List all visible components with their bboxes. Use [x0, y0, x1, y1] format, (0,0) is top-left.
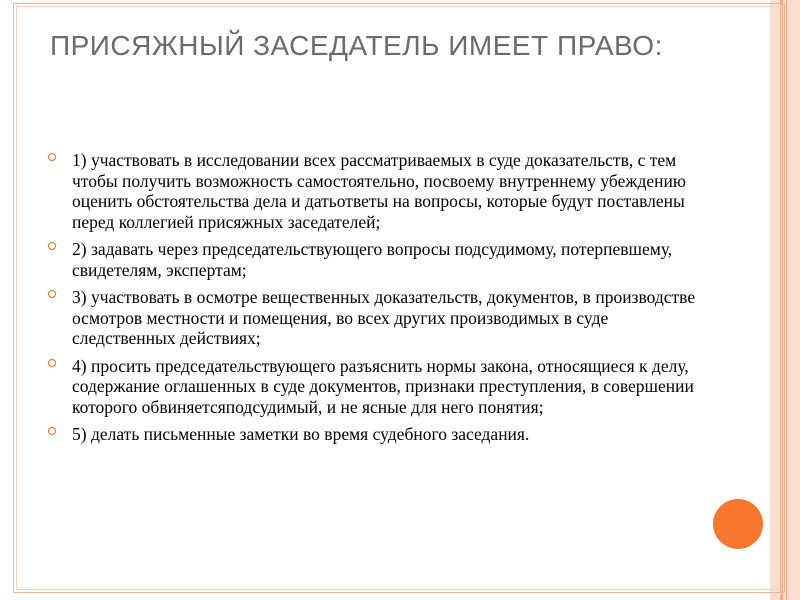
bullet-list: [48, 150, 698, 452]
side-stripe-line-thin: [786, 0, 787, 600]
bullet-item-3: [48, 287, 698, 349]
circle-outline-icon: [48, 290, 56, 298]
bullet-text-2: 2) задавать через председательствующего вопросы подсудимому, потерпевшему, свидетелям, экспертам;: [72, 239, 673, 280]
bullet-text-5: 5) делать письменные заметки во время судебного заседания.: [72, 424, 530, 444]
circle-outline-icon: [48, 153, 56, 161]
filled-circle-icon: [713, 499, 763, 549]
circle-outline-icon: [48, 242, 56, 250]
bullet-item-1: [48, 150, 698, 232]
slide-title: ПРИСЯЖНЫЙ ЗАСЕДАТЕЛЬ ИМЕЕТ ПРАВО:: [50, 30, 663, 61]
bullet-text-1: 1) участвовать в исследовании всех рассматриваемых в суде доказательств, с тем чтобы получить возможность самостоятельно, посвоему внутреннему убеждению оценить обстоятельства дела и датьответы на вопросы, которые будут поставлены перед коллегией присяжных заседателей;: [72, 150, 686, 232]
bullet-text-3: 3) участвовать в осмотре вещественных доказательств, документов, в производстве осмотров местности и помещения, во всех других производимых в суде следственных действиях;: [72, 287, 696, 348]
bullet-item-4: [48, 356, 698, 418]
bullet-item-2: [48, 239, 698, 280]
circle-outline-icon: [48, 427, 56, 435]
bullet-text-4: 4) просить председательствующего разъяснить нормы закона, относящиеся к делу, содержание оглашенных в суде документов, признаки преступления, в совершении которого обвиняетсяподсудимый, и не ясные для него понятия;: [72, 355, 694, 417]
circle-outline-icon: [48, 359, 56, 367]
bullet-item-5: [48, 424, 698, 445]
